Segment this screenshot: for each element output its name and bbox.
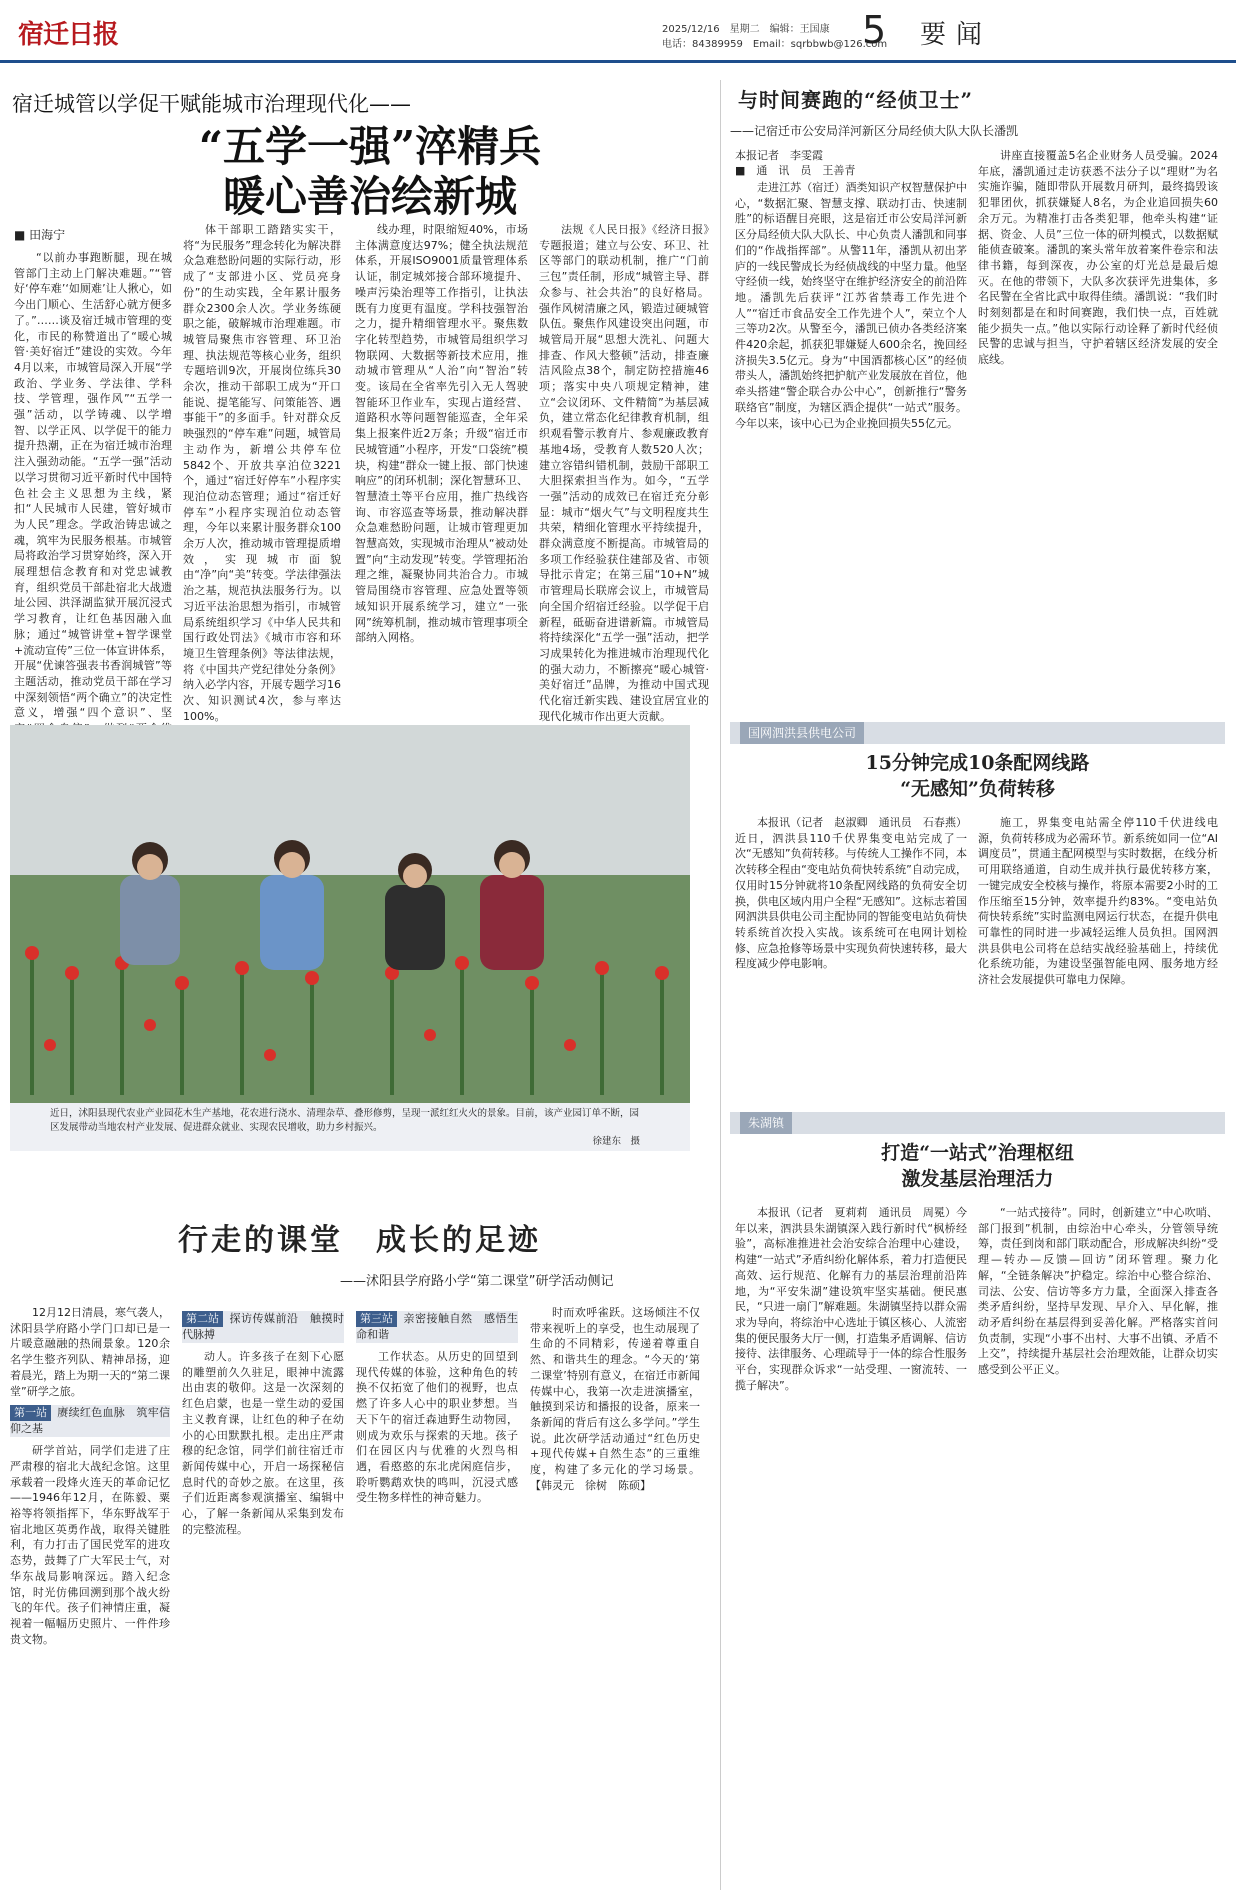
masthead-rule <box>0 60 1236 63</box>
police-column-1 <box>735 180 967 705</box>
governance-column-1-text: 本报讯（记者 夏莉莉 通讯员 周冕）今年以来，泗洪县朱湖镇深入践行新时代“枫桥经验”，高标准推进社会治安综合治理中心建设，构建“一站式”矛盾纠纷化解体系，着力打造便民高效、运行规范、化解有力的基层治理前沿阵地，为“平安朱湖”建设筑牢坚实基础。便民惠民，“只进一扇门”解难题。朱湖镇坚持以群众需求为导向，将综治中心选址于镇区核心、人流密集的便民服务大厅一侧，打造集矛盾调解、信访接待、法律服务、心理疏导于一体的综合性服务平台，实现群众诉求“一站受理、一窗流转、一揽子解决”。 <box>735 1206 967 1392</box>
feature-section-4-text: 时而欢呼雀跃。这场倾注不仅带来视听上的享受，也生动展现了生命的不同精彩，传递着尊重自然、和谐共生的理念。“今天的‘第二课堂’特别有意义，在宿迁市新闻传媒中心，我第一次走进演播室，触摸到采访和播报的设备，原来一条新闻的背后有这么多学问。”学生说。此次研学活动通过“红色历史+现代传媒+自然生态”的三重维度，构建了多元化的学习场景。【韩灵元 徐树 陈硕】 <box>530 1306 700 1492</box>
feature-section-1-text: 研学首站，同学们走进了庄严肃穆的宿北大战纪念馆。这里承载着一段烽火连天的革命记忆——1946年12月，在陈毅、粟裕等将领指挥下，华东野战军于宿北地区英勇作战，取得关键胜利，有力打击了国民党军的进攻态势，鼓舞了广大军民士气，对华东战局影响深远。踏入纪念馆，时光仿佛回溯到那个战火纷飞的年代。孩子们神情庄重，凝视着一幅幅历史照片、一件件珍贵文物。 <box>10 1444 170 1646</box>
grid-headline-line1: 15分钟完成10条配网线路 <box>865 752 1090 774</box>
governance-headline <box>730 1140 1225 1192</box>
feature-section-2-text: 动人。许多孩子在刻下心愿的雕塑前久久驻足，眼神中流露出由衷的敬仰。这是一次深刻的红色启蒙，也是一堂生动的爱国主义教育课，让红色的种子在幼小的心田默默扎根。走出庄严肃穆的纪念馆，同学们前往宿迁市新闻传媒中心，开启一场探秘信息时代的奇妙之旅。在这里，孩子们近距离参观演播室、编辑中心，了解一条新闻从采集到发布的完整流程。 <box>182 1350 344 1536</box>
feature-subhead-3-tag: 第三站 <box>356 1311 397 1327</box>
police-headline: 与时间赛跑的“经侦卫士” <box>738 88 974 112</box>
photo-caption <box>10 1103 690 1151</box>
date-line: 2025/12/16 星期二 编辑：王国康 <box>662 24 830 35</box>
lead-column-1 <box>14 250 172 720</box>
lead-column-2 <box>183 222 341 723</box>
page-number: 5 <box>862 8 887 52</box>
lead-headline-line1: “五学一强”淬精兵 <box>198 122 542 171</box>
photo-credit: 徐建东 摄 <box>592 1136 640 1147</box>
photo-illustration <box>10 725 690 1103</box>
feature-column-2 <box>182 1305 344 1890</box>
issue-meta <box>662 22 887 52</box>
lead-byline: ■ 田海宁 <box>14 228 66 242</box>
feature-intro: 12月12日清晨，寒气袭人，沭阳县学府路小学门口却已是一片暖意融融的热闹景象。120余名学生整齐列队、精神昂扬，迎着晨光，踏上为期一天的“第二课堂”研学之旅。 <box>10 1306 170 1398</box>
grid-section-bar <box>730 722 1225 744</box>
feature-subhead-3-label: 亲密接触自然 感悟生命和谐 <box>356 1312 518 1341</box>
masthead <box>0 0 1236 70</box>
feature-subhead-1 <box>10 1405 170 1437</box>
governance-section-bar <box>730 1112 1225 1134</box>
lead-headline <box>160 122 580 222</box>
feature-subhead-1-label: 赓续红色血脉 筑牢信仰之基 <box>10 1406 170 1436</box>
governance-column-2 <box>978 1205 1218 1890</box>
grid-section-label: 国网泗洪县供电公司 <box>740 722 864 744</box>
photo-caption-text: 近日，沭阳县现代农业产业园花木生产基地，花农进行浇水、清理杂草、叠形修剪，呈现一派红红火火的景象。目前，该产业园订单不断，园区发展带动当地农村产业发展、促进群众就业、实现农民增收，助力乡村振兴。 <box>50 1108 640 1133</box>
feature-column-1 <box>10 1305 170 1890</box>
governance-headline-line1: 打造“一站式”治理枢纽 <box>881 1142 1074 1164</box>
feature-subhead-1-tag: 第一站 <box>10 1405 51 1421</box>
grid-column-2 <box>978 815 1218 1090</box>
feature-headline: 行走的课堂 成长的足迹 <box>178 1223 541 1258</box>
lead-headline-line2: 暖心善治绘新城 <box>222 172 517 221</box>
governance-section-label: 朱湖镇 <box>740 1112 792 1134</box>
grid-column-2-text: 施工，界集变电站需全停110千伏进线电源，负荷转移成为必需环节。新系统如同一位“AI调度员”，贯通主配网模型与实时数据，在线分析可用联络通道，自动生成并执行最优转移方案，一键完成安全校核与操作，将原本需要2小时的工作压缩至15分钟，效率提升约83%。“变电站负荷快转系统”实时监测电网运行状态，在提升供电可靠性的同时进一步减轻运维人员负担。国网泗洪县供电公司将在总结实战经验基础上，持续优化系统功能，为建设坚强智能电网、服务地方经济社会发展提供可靠电力保障。 <box>978 816 1218 987</box>
feature-subhead-2-label: 探访传媒前沿 触摸时代脉搏 <box>182 1312 344 1341</box>
lead-column-1-text: “以前办事跑断腿，现在城管部门主动上门解决难题。”“管好‘停车难’‘如厕难’让人揪心，如今出门顺心、生活舒心就方便多了。”……谈及宿迁城市管理的变化，市民的称赞道出了“暖心城管·美好宿迁”建设的实效。今年4月以来，市城管局深入开展“学政治、学业务、学法律、学科技、学管理，强作风”“五学一强”活动，以学铸魂、以学增智、以学正风、以学促干的能力提升热潮，正在为宿迁城市治理注入强劲动能。“五学一强”活动以学习贯彻习近平新时代中国特色社会主义思想为主线，紧扣“人民城市人民建，管好城市为人民”理念。学政治铸忠诚之魂，筑牢为民服务根基。市城管局将政治学习贯穿始终，深入开展理想信念教育和对党忠诚教育，组织党员干部赴宿北大战遗址公园、洪泽湖监狱开展沉浸式学习教育，让红色基因融入血脉；通过“城管讲堂+智学课堂+流动宣传”三位一体宣讲体系，开展“优谏答强表书香润城管”等主题活动，推动党员干部在学习中深刻领悟“两个确立”的决定性意义，增强“四个意识”、坚 <box>14 251 172 720</box>
lead-column-4 <box>539 222 709 723</box>
newspaper-logo: 宿迁日报 <box>18 20 119 50</box>
contact-line: 电话：84389959 Email：sqrbbwb@126.com <box>662 39 888 50</box>
feature-section-3-text: 工作状态。从历史的回望到现代传媒的体验，这种角色的转换不仅拓宽了他们的视野，也点燃了许多人心中的职业梦想。当天下午的宿迁森迪野生动物园，则成为欢乐与探索的天地。孩子们在园区内与优雅的火烈鸟相遇，看憨憨的东北虎闲庭信步，聆听鹦鹉欢快的鸣叫，沉浸式感受生物多样性的神奇魅力。 <box>356 1350 518 1505</box>
lead-kicker: 宿迁城管以学促干赋能城市治理现代化—— <box>12 92 411 116</box>
feature-subhead-2-tag: 第二站 <box>182 1311 223 1327</box>
governance-column-1 <box>735 1205 967 1890</box>
feature-subhead-2 <box>182 1311 344 1343</box>
column-divider <box>720 80 721 1890</box>
lead-column-2-text: 体干部职工踏踏实实干，将“为民服务”理念转化为解决群众急难愁盼问题的实际行动，形成了“支部进小区、党员亮身份”的生动实践，全年累计服务群众2300余人次。学业务练硬职之能，破解城市治理难题。市城管局聚焦市容管理、环卫治理、执法规范等核心业务，组织专题培训9次，开展岗位练兵30余次，推动干部职工成为“开口能说、提笔能写、问策能答、遇事能干”的多面手。针对群众反映强烈的“停车难”问题，城管局主动作为，新增公共停车位5842个、开放共享泊位3221个，通过“宿迁好停车”小程序实现泊位动态管理；通过“宿迁好停车”小程序实现泊位动态管理，今年以来累计服务群众100余万人次，推动城市管理提质增效，实现城市面貌由“净”向“美”转变。学法律强法治之基，规范执法服务行为。以习近平法治思想为指引，市城管局系统组织学习《中华人民共和国行政处罚法》《城市市容和环境卫生管理条例》等法律法规，将《中国共产党纪律处分条例》纳入必学内容，开展专题学习16次、知识测试4次，参与率达100%。 <box>183 223 341 723</box>
feature-column-3 <box>356 1305 518 1890</box>
flower-farm-photo <box>10 725 690 1103</box>
police-byline: 本报记者 李雯霞 ■ 通 讯 员 王善青 <box>735 149 856 177</box>
lead-column-3 <box>355 222 528 705</box>
police-subtitle: ——记宿迁市公安局洋河新区分局经侦大队大队长潘凯 <box>730 124 1019 138</box>
lead-column-4-text: 法规《人民日报》《经济日报》专题报道；建立与公安、环卫、社区等部门的联动机制，推广“门前三包”责任制，形成“城管主导、群众参与、社会共治”的良好格局。强作风树清廉之风，锻造过硬城管队伍。聚焦作风建设突出问题，市城管局开展“思想大洗礼、问题大排查、作风大整顿”活动，排查廉洁风险点38个，制定防控措施46项；落实中央八项规定精神，建立“会议闭环、文件精简”为基层减负，建立常态化纪律教育机制，组织观看警示教育片、参观廉政教育基地4场，受教育人数520人次；建立容错纠错机制，鼓励干部职工大胆探索担当作为。如今，“五学一强”活动的成效已在宿迁充分彰显：城市“烟火气”与文明程度共生共荣，精细化管理水平持续提升，群众满意度不断提高。市城管局的多项工作经验获住建部及省、市领导批示肯定；在第三届“10+N”城市管理局长联席会议上，市城管局向全国介绍宿迁经验。以学促干启新程，砥砺奋进谱新篇。市城管局将持续深化“五学一强”活动，把学习成果转化为推进城市治理现代化的强大动力，不断擦亮“暖心城管·美好宿迁”品牌，为推动中国式现代化宿迁新实践、建设宜居宜业的现代化城市作出更大贡献。 <box>539 223 709 723</box>
grid-column-1 <box>735 815 967 1090</box>
governance-headline-line2: 激发基层治理活力 <box>901 1168 1054 1190</box>
feature-subhead-3 <box>356 1311 518 1343</box>
grid-headline-line2: “无感知”负荷转移 <box>900 778 1055 800</box>
police-column-1-text: 走进江苏（宿迁）酒类知识产权智慧保护中心，“数据汇聚、智慧支撑、联动打击、快速制胜”的标语醒目亮眼，这是宿迁市公安局洋河新区分局经侦大队大队长、中心负责人潘凯和同事们的“作战指挥部”。从警11年，潘凯从初出茅庐的一线民警成长为经侦战线的中坚力量。他坚守经侦一线，始终坚守在维护经济安全的前沿阵地。潘凯先后获评“江苏省禁毒工作先进个人”“宿迁市食品安全工作先进个人”，荣立个人三等功2次。从警至今，潘凯已侦办各类经济案件420余起，抓获犯罪嫌疑人600余名，挽回经济损失3.5亿元。身为“中国酒都核心区”的经侦带头人，潘凯始终把护航产业发展放在首位，他牵头搭建“警企联合办公中心”，创新推行“警务联络官”制度，为辖区酒企提供“一站式”服务。今年以来，该中心已为企业挽回损失55亿元。 <box>735 181 967 430</box>
grid-headline <box>730 750 1225 802</box>
lead-column-3-text: 线办理，时限缩短40%，市场主体满意度达97%；健全执法规范体系，开展ISO9001质量管理体系认证，制定城郊接合部环境提升、噪声污染治理等工作指引，让执法既有力度更有温度。学科技强智治之力，提升精细管理水平。聚焦数字化转型趋势，市城管局组织学习物联网、大数据等新技术应用，推动城市管理从“人治”向“智治”转变。该局在全省率先引入无人驾驶智能环卫作业车，实现占道经营、道路积水等问题智能巡查，全年采集上报案件近2万条；升级“宿迁市民城管通”小程序，开发“口袋统”模块，构建“群众一键上报、部门快速响应”的闭环机制；深化智慧环卫、智慧渣土等平台应用，推广热线咨询、市容巡查等场景，推动解决群众急难愁盼问题，让城市管理更加智慧高效，实现城市治理从“被动处置”向“主动发现”转变。学管理拓治理之维，凝聚协同共治合力。市城管局围绕市容管理、应急处置等领域知识开展系统学习，建立“一张网”统筹机制，推动城市管理事项全部纳入网格。 <box>355 223 528 645</box>
grid-column-1-text: 本报讯（记者 赵淑卿 通讯员 石春燕）近日，泗洪县110千伏界集变电站完成了一次“无感知”负荷转移。与传统人工操作不同，本次转移全程由“变电站负荷快转系统”自动完成，仅用时15分钟就将10条配网线路的负荷安全切换，供电区域内用户全程“无感知”。这标志着国网泗洪县供电公司主配协同的智能变电站负荷快转系统首次投入实战。该系统可在电网计划检修、应急抢修等场景中实现负荷快速转移，最大程度减少停电影响。 <box>735 816 967 971</box>
feature-subtitle: ——沭阳县学府路小学“第二课堂”研学活动侧记 <box>340 1274 614 1289</box>
governance-column-2-text: “一站式接待”。同时，创新建立“中心吹哨、部门报到”机制，由综治中心牵头，分管领导统筹，责任到岗和部门联动配合，形成解决纠纷“受理—转办—反馈—回访”闭环管理。聚力化解，“全链条解决”护稳定。综治中心整合综治、司法、公安、信访等多方力量，全面深入排查各类矛盾纠纷，坚持早发现、早介入、早化解，推动矛盾纠纷在基层得到妥善化解。严格落实首问负责制，实现“小事不出村、大事不出镇、矛盾不上交”，持续提升基层社会治理效能，让群众切实感受到公平正义。 <box>978 1206 1218 1377</box>
police-column-2-text: 讲座直接覆盖5名企业财务人员受骗。2024年底，潘凯通过走访获悉不法分子以“理财”为名实施诈骗，随即带队开展数月研判，最终捣毁该犯罪团伙，抓获嫌疑人8名，为企业追回损失60余万元。为精准打击各类犯罪，他牵头构建“证据、资金、人员”三位一体的研判模式，以数据赋能侦查破案。潘凯的案头常年放着案件卷宗和法律书籍，每到深夜，办公室的灯光总是最后熄灭。在他的带领下，大队多次获评先进集体，多名民警在全省比武中取得佳绩。潘凯说：“我们时时刻刻都是在和时间赛跑，我们快一点，百姓就能少损失一点。”他以实际行动诠释了新时代经侦民警的忠诚与担当，守护着辖区经济发展的安全底线。 <box>978 149 1218 367</box>
page-section-name: 要闻 <box>920 20 993 50</box>
feature-column-4 <box>530 1305 700 1890</box>
police-column-2 <box>978 148 1218 705</box>
